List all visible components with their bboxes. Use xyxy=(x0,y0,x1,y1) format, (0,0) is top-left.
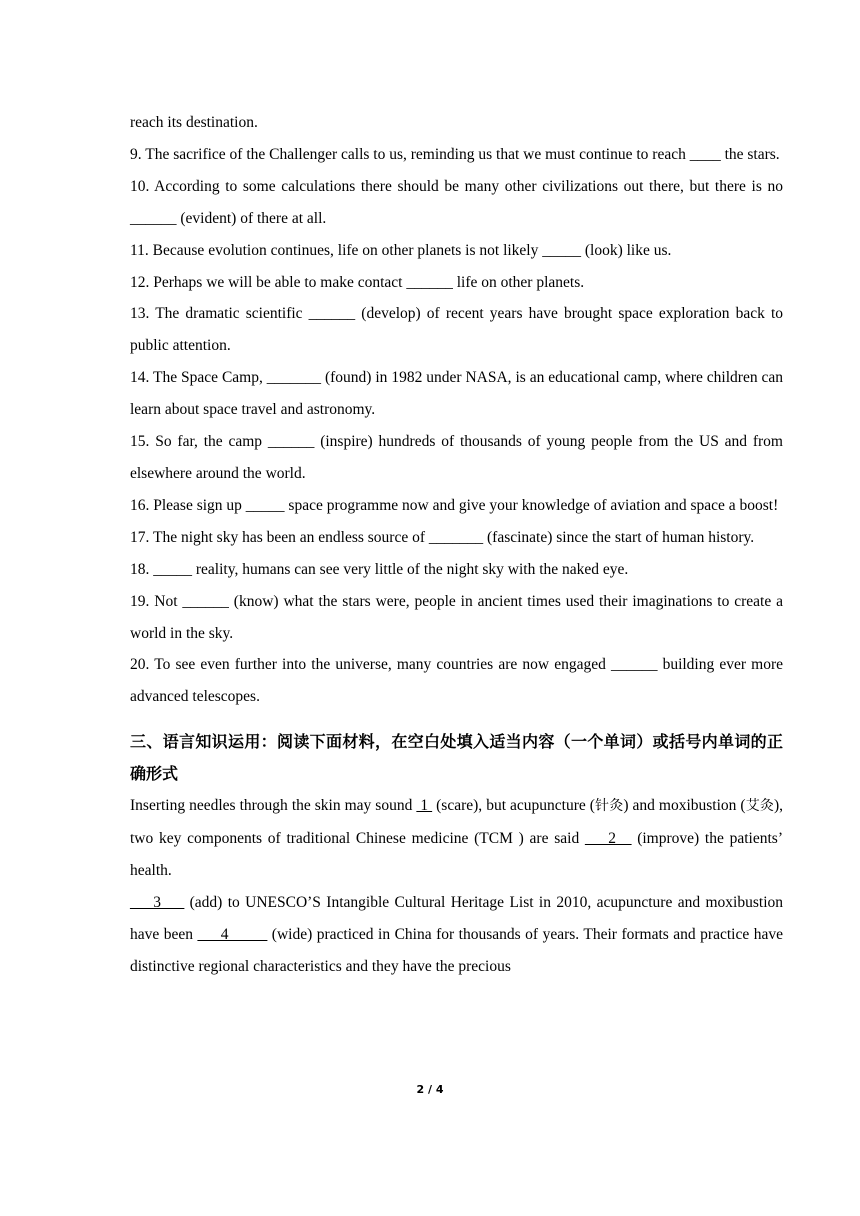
chinese-term: 针灸 xyxy=(594,798,624,815)
question-20: 20. To see even further into the universe, many countries are now engaged ______ building ever more advanced telescopes. xyxy=(130,656,783,706)
passage-text: (scare), but acupuncture ( xyxy=(432,797,595,815)
blank-2: ___2__ xyxy=(584,829,632,847)
chinese-term: 艾灸 xyxy=(745,798,774,815)
text-continuation: reach its destination. xyxy=(130,114,258,131)
passage-paragraph-2 xyxy=(130,887,783,983)
passage-paragraph-1 xyxy=(130,790,783,887)
blank-1: 1 xyxy=(416,797,433,815)
question-15: 15. So far, the camp ______ (inspire) hundreds of thousands of young people from the US and from elsewhere around the world. xyxy=(130,433,783,482)
section-3-heading: 三、语言知识运用：阅读下面材料，在空白处填入适当内容（一个单词）或括号内单词的正确形式 xyxy=(130,732,783,784)
passage-text: (improve) the patients’ health. xyxy=(130,829,783,879)
passage-text: ), two key components of traditional Chinese medicine (TCM ) are said xyxy=(130,797,784,847)
question-18: 18. _____ reality, humans can see very little of the night sky with the naked eye. xyxy=(130,560,629,578)
question-13: 13. The dramatic scientific ______ (develop) of recent years have brought space exploration back to public attention. xyxy=(130,305,783,355)
passage-text: Inserting needles through the skin may sound xyxy=(130,797,417,815)
page-number: 2 / 4 xyxy=(416,1083,444,1096)
page-content xyxy=(130,107,783,982)
blank-4: ___4_____ xyxy=(197,925,268,943)
question-16: 16. Please sign up _____ space programme now and give your knowledge of aviation and space a boost! xyxy=(130,496,779,514)
passage-text: (wide) practiced in China for thousands of years. Their formats and practice have distinctive regional characteristics and they have the precious xyxy=(130,925,783,975)
question-12: 12. Perhaps we will be able to make contact ______ life on other planets. xyxy=(130,273,585,291)
question-11: 11. Because evolution continues, life on other planets is not likely _____ (look) like us. xyxy=(130,241,672,259)
passage-text: ) and moxibustion ( xyxy=(623,797,746,815)
passage-text: (add) to UNESCO’S Intangible Cultural Heritage List in 2010, acupuncture and moxibustion have been xyxy=(130,893,783,943)
blank-3: ___3___ xyxy=(130,893,185,911)
question-17: 17. The night sky has been an endless source of _______ (fascinate) since the start of human history. xyxy=(130,528,755,546)
question-19: 19. Not ______ (know) what the stars were, people in ancient times used their imaginations to create a world in the sky. xyxy=(130,592,783,642)
question-9: 9. The sacrifice of the Challenger calls to us, reminding us that we must continue to reach ____ the stars. xyxy=(130,145,780,163)
question-14: 14. The Space Camp, _______ (found) in 1982 under NASA, is an educational camp, where children can learn about space travel and astronomy. xyxy=(130,369,783,419)
question-10: 10. According to some calculations there should be many other civilizations out there, but there is no ______ (evident) of there at all. xyxy=(130,177,783,227)
